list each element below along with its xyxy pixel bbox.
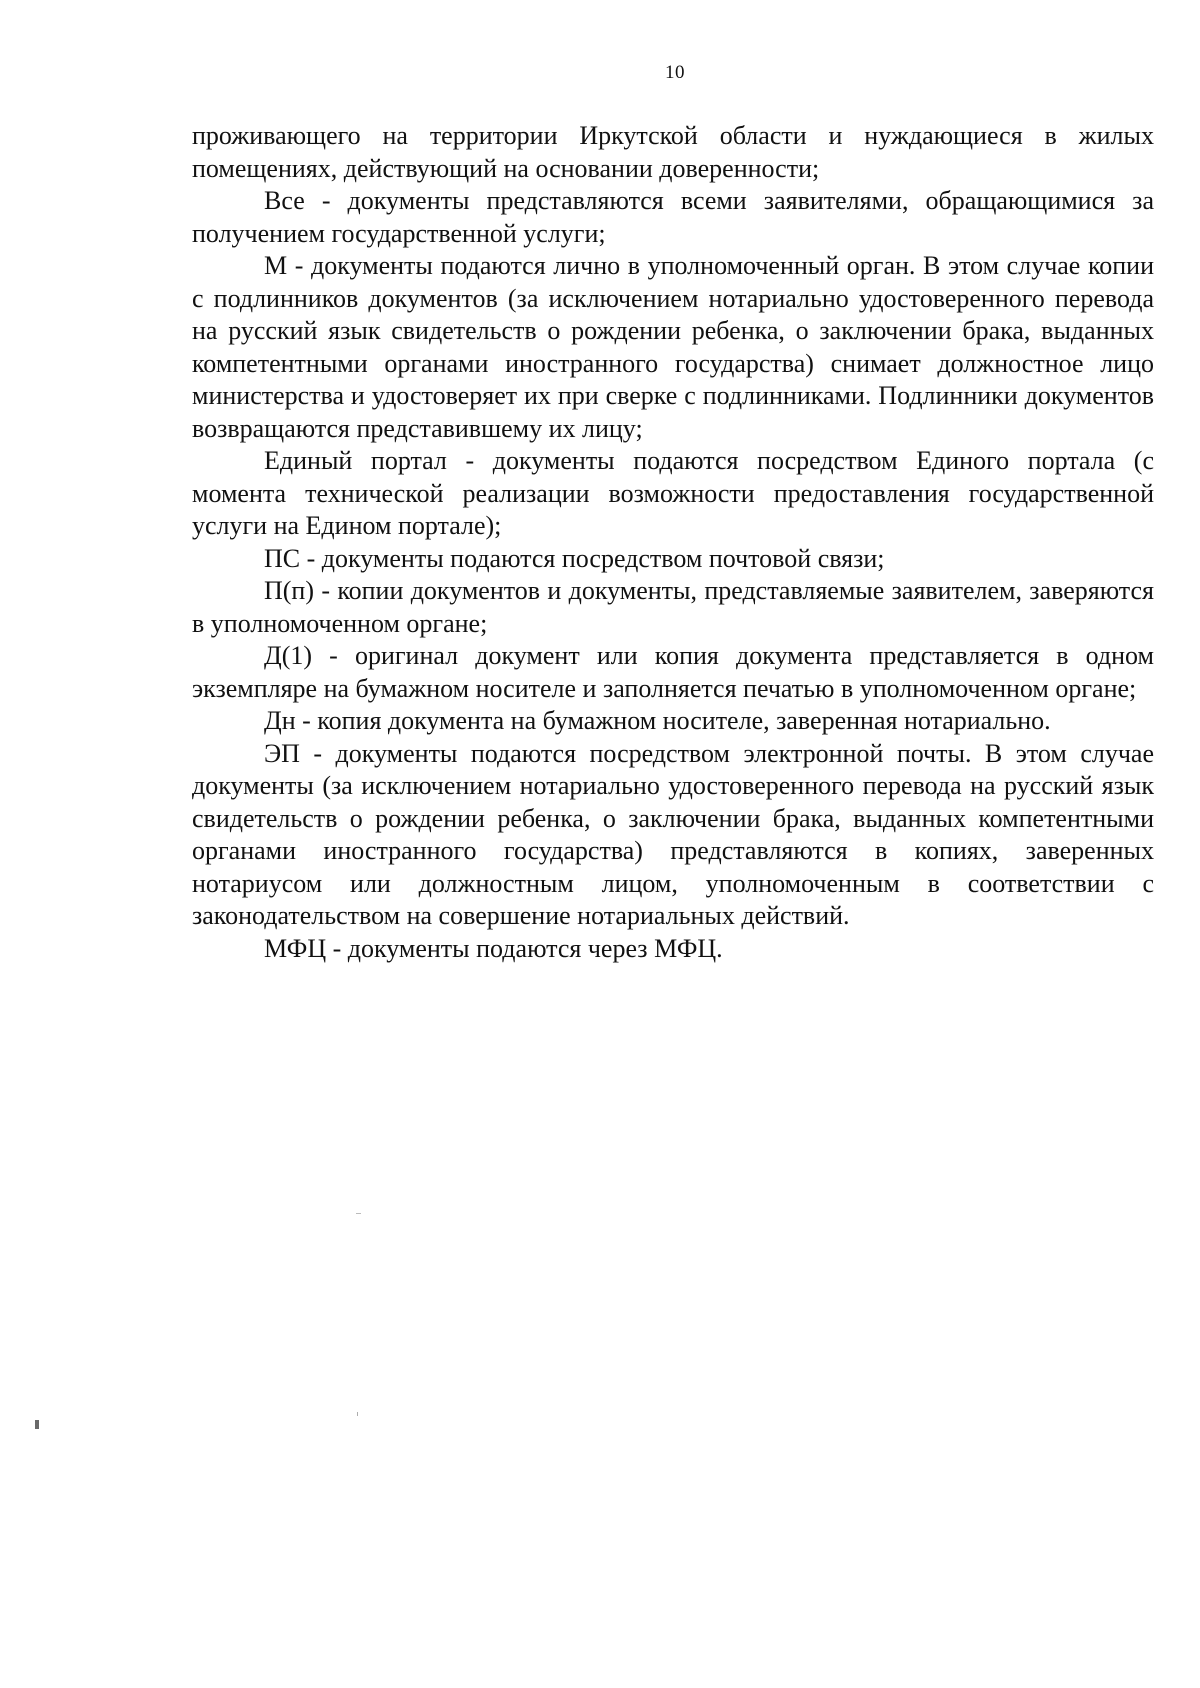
paragraph-single-copy: Д(1) - оригинал документ или копия документа представляется в одном экземпляре на бумажном носителе и заполняется печатью в уполномоченном органе;	[192, 641, 1154, 703]
scan-speck	[356, 1213, 361, 1214]
paragraph-in-person: М - документы подаются лично в уполномоченный орган. В этом случае копии с подлинников документов (за исключением нотариально удостоверенного перевода на русский язык свидетельств о рождении ребенка, о заключении брака, выданных компетентными органами иностранного государства) снимает должностное лицо министерства и удостоверяет их при сверке с подлинниками. Подлинники документов возвращаются представившему их лицу;	[192, 251, 1154, 443]
paragraph-postal: ПС - документы подаются посредством почтовой связи;	[264, 543, 885, 573]
paragraph-unified-portal: Единый портал - документы подаются посредством Единого портала (с момента технической реализации возможности предоставления государственной услуги на Едином портале);	[192, 446, 1154, 540]
paragraph-mfc: МФЦ - документы подаются через МФЦ.	[264, 933, 723, 963]
paragraph-email: ЭП - документы подаются посредством электронной почты. В этом случае документы (за исключением нотариально удостоверенного перевода на русский язык свидетельств о рождении ребенка, о заключении брака, выданных компетентными органами иностранного государства) представляются в копиях, заверенных нотариусом или должностным лицом, уполномоченным в соответствии с законодательством на совершение нотариальных действий.	[192, 738, 1154, 930]
page-number: 10	[665, 62, 685, 83]
paragraph-notarized-copy: Дн - копия документа на бумажном носителе, заверенная нотариально.	[264, 706, 1051, 735]
document-body	[192, 120, 1154, 965]
scan-speck	[357, 1412, 358, 1416]
paragraph-continuation: проживающего на территории Иркутской области и нуждающиеся в жилых помещениях, действующий на основании доверенности;	[192, 121, 1154, 183]
paragraph-all-applicants: Все - документы представляются всеми заявителями, обращающимися за получением государственной услуги;	[192, 186, 1154, 248]
scan-speck	[35, 1420, 39, 1429]
paragraph-certified-copies: П(п) - копии документов и документы, представляемые заявителем, заверяются в уполномоченном органе;	[192, 576, 1154, 638]
